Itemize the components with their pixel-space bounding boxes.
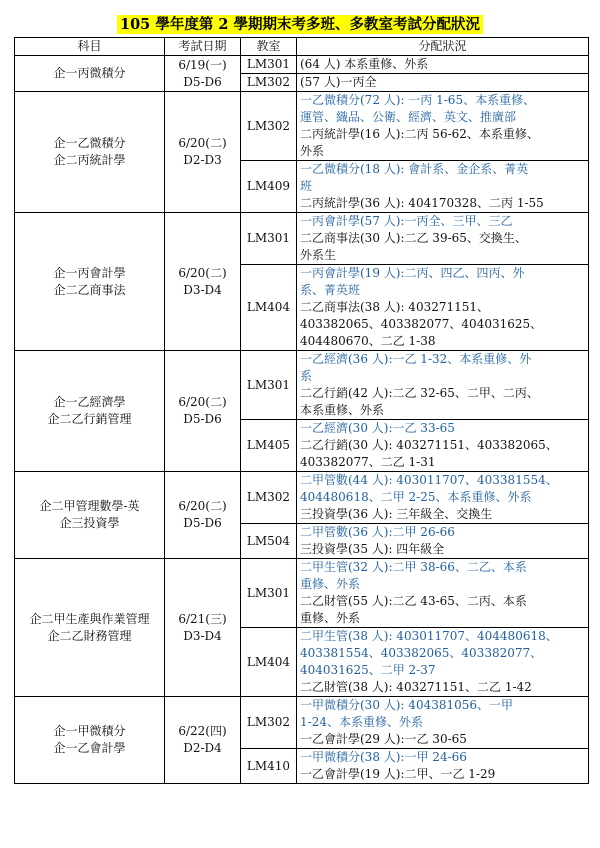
exam-date: 6/20(二) — [178, 499, 227, 513]
subject-name: 企一甲微積分 — [53, 724, 126, 738]
exam-period: D2-D4 — [183, 741, 222, 755]
title-wrap — [0, 14, 600, 34]
allocation-line: 一丙會計學(57 人):一丙全、三甲、三乙 — [300, 214, 513, 228]
allocation-cell — [297, 559, 589, 628]
allocation-cell — [297, 472, 589, 524]
allocation-line: 1-24、本系重修、外系 — [300, 715, 423, 729]
exam-period: D3-D4 — [183, 628, 222, 643]
allocation-cell — [297, 161, 589, 213]
table-row — [15, 697, 589, 749]
table-row — [15, 559, 589, 628]
allocation-line: 二乙行銷(30 人): 403271151、403382065、 — [300, 438, 558, 452]
exam-period: D5-D6 — [183, 74, 222, 89]
table-row — [15, 92, 589, 161]
room-cell: LM404 — [241, 628, 297, 697]
room-cell: LM302 — [241, 472, 297, 524]
subject-name: 企一乙微積分 — [53, 136, 126, 150]
allocation-line: 二乙行銷(42 人):二乙 32-65、二甲、二丙、 — [300, 386, 539, 400]
allocation-cell — [297, 628, 589, 697]
subject-name: 企二甲生產與作業管理 — [29, 611, 150, 626]
subject-name: 企二乙行銷管理 — [47, 412, 132, 426]
date-cell — [165, 213, 241, 351]
allocation-cell — [297, 524, 589, 559]
allocation-line: 一丙會計學(19 人):二丙、四乙、四丙、外 — [300, 266, 525, 280]
subject-cell — [15, 213, 165, 351]
date-cell — [165, 472, 241, 559]
allocation-line: 一乙經濟(30 人):一乙 33-65 — [300, 421, 455, 435]
schedule-body — [15, 56, 589, 784]
date-cell — [165, 351, 241, 472]
allocation-cell — [297, 92, 589, 161]
subject-name: 企一丙會計學 — [53, 265, 126, 280]
allocation-line: 二丙統計學(16 人):二丙 56-62、本系重修、 — [300, 127, 539, 141]
allocation-line: 一乙微積分(18 人): 會計系、金企系、菁英 — [300, 162, 529, 176]
exam-period: D3-D4 — [183, 282, 222, 297]
exam-date: 6/20(二) — [178, 265, 227, 280]
allocation-line: 一乙微積分(72 人): 一丙 1-65、本系重修、 — [300, 93, 536, 107]
exam-period: D5-D6 — [183, 516, 222, 530]
allocation-line: 二甲管數(36 人):二甲 26-66 — [300, 525, 455, 539]
exam-date: 6/20(二) — [178, 136, 227, 150]
allocation-line: 二乙商事法(38 人): 403271151、 — [300, 300, 490, 314]
subject-cell — [15, 351, 165, 472]
room-cell: LM504 — [241, 524, 297, 559]
room-cell: LM302 — [241, 92, 297, 161]
subject-cell — [15, 697, 165, 784]
exam-date: 6/20(二) — [178, 395, 227, 409]
allocation-line: 三投資學(35 人): 四年級全 — [300, 542, 445, 556]
date-cell — [165, 92, 241, 213]
allocation-line: 一乙會計學(29 人):一乙 30-65 — [300, 732, 467, 746]
room-cell: LM405 — [241, 420, 297, 472]
header-room: 教室 — [241, 38, 297, 56]
allocation-line: 系 — [300, 369, 313, 383]
exam-date: 6/22(四) — [178, 724, 227, 738]
subject-name: 企一丙微積分 — [53, 66, 126, 80]
subject-cell — [15, 559, 165, 697]
table-row — [15, 213, 589, 265]
subject-name: 企二乙商事法 — [53, 282, 126, 297]
allocation-line: (57 人)一丙全 — [300, 75, 377, 89]
subject-name: 企一乙會計學 — [53, 741, 126, 755]
allocation-cell — [297, 351, 589, 420]
table-row — [15, 351, 589, 420]
table-row — [15, 56, 589, 74]
allocation-line: 二乙財管(38 人): 403271151、二乙 1-42 — [300, 680, 532, 694]
date-cell — [165, 697, 241, 784]
allocation-line: 404480670、二乙 1-38 — [300, 334, 436, 348]
allocation-line: 二甲管數(44 人): 403011707、403381554、 — [300, 473, 558, 487]
allocation-line: 404031625、二甲 2-37 — [300, 663, 436, 677]
allocation-cell — [297, 749, 589, 784]
subject-cell — [15, 92, 165, 213]
room-cell: LM301 — [241, 351, 297, 420]
allocation-cell — [297, 213, 589, 265]
room-cell: LM410 — [241, 749, 297, 784]
subject-name: 企二丙統計學 — [53, 153, 126, 167]
table-row — [15, 472, 589, 524]
allocation-line: 三投資學(36 人): 三年級全、交換生 — [300, 507, 493, 521]
allocation-line: 403381554、403382065、403382077、 — [300, 646, 543, 660]
allocation-cell — [297, 74, 589, 92]
room-cell: LM302 — [241, 74, 297, 92]
date-cell — [165, 56, 241, 92]
date-cell — [165, 559, 241, 697]
exam-date: 6/21(三) — [178, 611, 227, 626]
allocation-line: 運管、織品、公衛、經濟、英文、推廣部 — [300, 110, 517, 124]
allocation-line: 403382065、403382077、404031625、 — [300, 317, 543, 331]
allocation-line: 重修、外系 — [300, 611, 361, 625]
room-cell: LM404 — [241, 265, 297, 351]
allocation-cell — [297, 420, 589, 472]
subject-name: 企三投資學 — [59, 516, 120, 530]
allocation-line: 一甲微積分(38 人):一甲 24-66 — [300, 750, 467, 764]
header-allocation: 分配狀況 — [297, 38, 589, 56]
allocation-line: 一乙經濟(36 人):一乙 1-32、本系重修、外 — [300, 352, 532, 366]
allocation-line: 二乙財管(55 人):二乙 43-65、二丙、本系 — [300, 594, 527, 608]
subject-name: 企一乙經濟學 — [53, 395, 126, 409]
allocation-cell — [297, 265, 589, 351]
allocation-line: 外系 — [300, 144, 325, 158]
allocation-cell — [297, 56, 589, 74]
schedule-table — [14, 37, 589, 784]
allocation-line: 404480618、二甲 2-25、本系重修、外系 — [300, 490, 532, 504]
allocation-line: 系、菁英班 — [300, 283, 361, 297]
allocation-line: 403382077、二乙 1-31 — [300, 455, 436, 469]
allocation-line: 二丙統計學(36 人): 404170328、二丙 1-55 — [300, 196, 544, 210]
header-date: 考試日期 — [165, 38, 241, 56]
exam-period: D5-D6 — [183, 412, 222, 426]
room-cell: LM302 — [241, 697, 297, 749]
allocation-line: 二甲生管(38 人): 403011707、404480618、 — [300, 629, 558, 643]
header-subject: 科目 — [15, 38, 165, 56]
allocation-line: (64 人) 本系重修、外系 — [300, 57, 429, 71]
allocation-line: 一甲微積分(30 人): 404381056、一甲 — [300, 698, 514, 712]
allocation-cell — [297, 697, 589, 749]
room-cell: LM301 — [241, 559, 297, 628]
allocation-line: 一乙會計學(19 人):二甲、一乙 1-29 — [300, 767, 496, 781]
page-title: 105 學年度第 2 學期期末考多班、多教室考試分配狀況 — [117, 15, 483, 34]
allocation-line: 本系重修、外系 — [300, 403, 385, 417]
subject-cell — [15, 56, 165, 92]
exam-period: D2-D3 — [183, 153, 222, 167]
allocation-line: 二乙商事法(30 人):二乙 39-65、交換生、 — [300, 231, 527, 245]
allocation-line: 外系生 — [300, 248, 337, 262]
subject-name: 企二乙財務管理 — [47, 628, 132, 643]
header-row — [15, 38, 589, 56]
exam-date: 6/19(一) — [178, 57, 227, 72]
subject-name: 企二甲管理數學-英 — [39, 499, 140, 513]
subject-cell — [15, 472, 165, 559]
room-cell: LM301 — [241, 56, 297, 74]
allocation-line: 二甲生管(32 人):二甲 38-66、二乙、本系 — [300, 560, 527, 574]
room-cell: LM301 — [241, 213, 297, 265]
allocation-line: 班 — [300, 179, 313, 193]
room-cell: LM409 — [241, 161, 297, 213]
allocation-line: 重修、外系 — [300, 577, 361, 591]
